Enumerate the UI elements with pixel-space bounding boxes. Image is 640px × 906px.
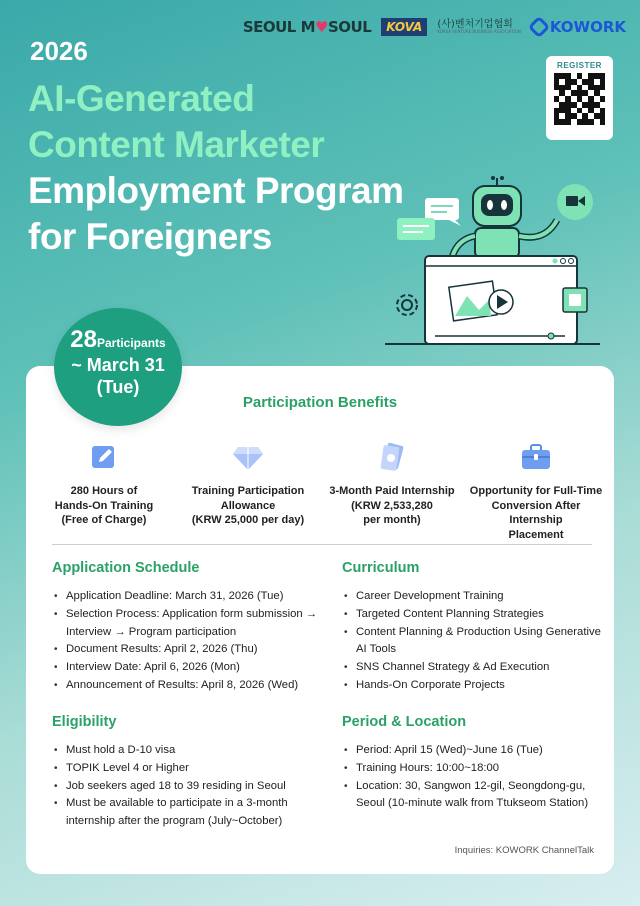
info-card: [26, 366, 614, 874]
benefit-item: 3-Month Paid Internship (KRW 2,533,280 per month): [322, 442, 462, 542]
participants-count: 28: [70, 326, 97, 353]
period-location: [342, 714, 612, 813]
schedule-title: Application Schedule: [52, 560, 200, 576]
list-item: • Period: April 15 (Wed)~June 16 (Tue): [342, 742, 612, 760]
program-year: 2026: [30, 36, 88, 66]
application-schedule: [52, 560, 332, 695]
list-item: • Location: 30, Sangwon 12-gil, Seongdong-gu, Seoul (10-minute walk from Ttukseom Station): [342, 778, 612, 814]
video-camera-icon: [557, 184, 593, 220]
seoul-my-soul-logo: SEOUL M♥SOUL: [242, 18, 372, 36]
list-item: • SNS Channel Strategy & Ad Execution: [342, 659, 612, 677]
list-item: • TOPIK Level 4 or Higher: [52, 760, 332, 778]
badge-deadline: ~ March 31: [71, 355, 165, 375]
benefit-item: Opportunity for Full-Time Conversion After Internship Placement: [466, 442, 606, 542]
venture-association-logo: (사)벤처기업협회 KOREA VENTURE BUSINESS ASSOCIATION: [437, 19, 521, 35]
list-item: • Application Deadline: March 31, 2026 (Tue): [52, 588, 332, 606]
list-item: • Job seekers aged 18 to 39 residing in Seoul: [52, 778, 332, 796]
benefits-title: Participation Benefits: [242, 394, 398, 411]
benefit-item: 280 Hours of Hands-On Training (Free of Charge): [34, 442, 174, 542]
kowork-logo: KOWORK: [531, 18, 626, 36]
benefits-list: [26, 442, 614, 542]
robot-video-illustration: [385, 170, 610, 355]
chat-bubble-icon: [397, 198, 461, 240]
title-line-4: for Foreigners: [28, 216, 272, 257]
curriculum-title: Curriculum: [342, 560, 420, 576]
eligibility-title: Eligibility: [52, 714, 117, 730]
divider: [52, 544, 592, 545]
participants-badge: [54, 308, 182, 426]
inquiry-text: Inquiries: KOWORK ChannelTalk: [454, 845, 594, 856]
list-item: • Announcement of Results: April 8, 2026 (Wed): [52, 677, 332, 695]
badge-day: (Tue): [96, 377, 140, 397]
partner-logos: [243, 18, 626, 36]
register-qr[interactable]: [546, 56, 613, 140]
list-item: • Career Development Training: [342, 588, 612, 606]
list-item: • Content Planning & Production Using Generative AI Tools: [342, 624, 612, 660]
title-line-2: Content Marketer: [28, 124, 325, 165]
list-item: • Selection Process: Application form submission → Interview → Program participation: [52, 606, 332, 642]
program-title: [28, 76, 403, 260]
robot-icon: [451, 176, 557, 262]
list-item: • Training Hours: 10:00~18:00: [342, 760, 612, 778]
pencil-icon: [34, 442, 174, 472]
period-title: Period & Location: [342, 714, 467, 730]
gear-icon: [397, 295, 417, 315]
register-label: REGISTER: [557, 61, 602, 70]
diamond-icon: [178, 442, 318, 472]
kowork-mark-icon: [528, 16, 551, 39]
list-item: • Hands-On Corporate Projects: [342, 677, 612, 695]
list-item: • Document Results: April 2, 2026 (Thu): [52, 641, 332, 659]
participants-label: Participants: [97, 336, 166, 350]
money-icon: [322, 442, 462, 472]
curriculum: [342, 560, 612, 695]
list-item: • Targeted Content Planning Strategies: [342, 606, 612, 624]
list-item: • Interview Date: April 6, 2026 (Mon): [52, 659, 332, 677]
title-line-1: AI-Generated: [28, 78, 255, 119]
list-item: • Must hold a D-10 visa: [52, 742, 332, 760]
briefcase-icon: [466, 442, 606, 472]
eligibility: [52, 714, 332, 831]
title-line-3: Employment Program: [28, 170, 404, 211]
qr-code-icon[interactable]: [554, 73, 606, 125]
benefit-item: Training Participation Allowance (KRW 25,000 per day): [178, 442, 318, 542]
film-strip-icon: [563, 288, 587, 312]
kova-logo: KOVA: [381, 18, 427, 36]
list-item: • Must be available to participate in a 3-month internship after the program (July~October): [52, 795, 332, 831]
